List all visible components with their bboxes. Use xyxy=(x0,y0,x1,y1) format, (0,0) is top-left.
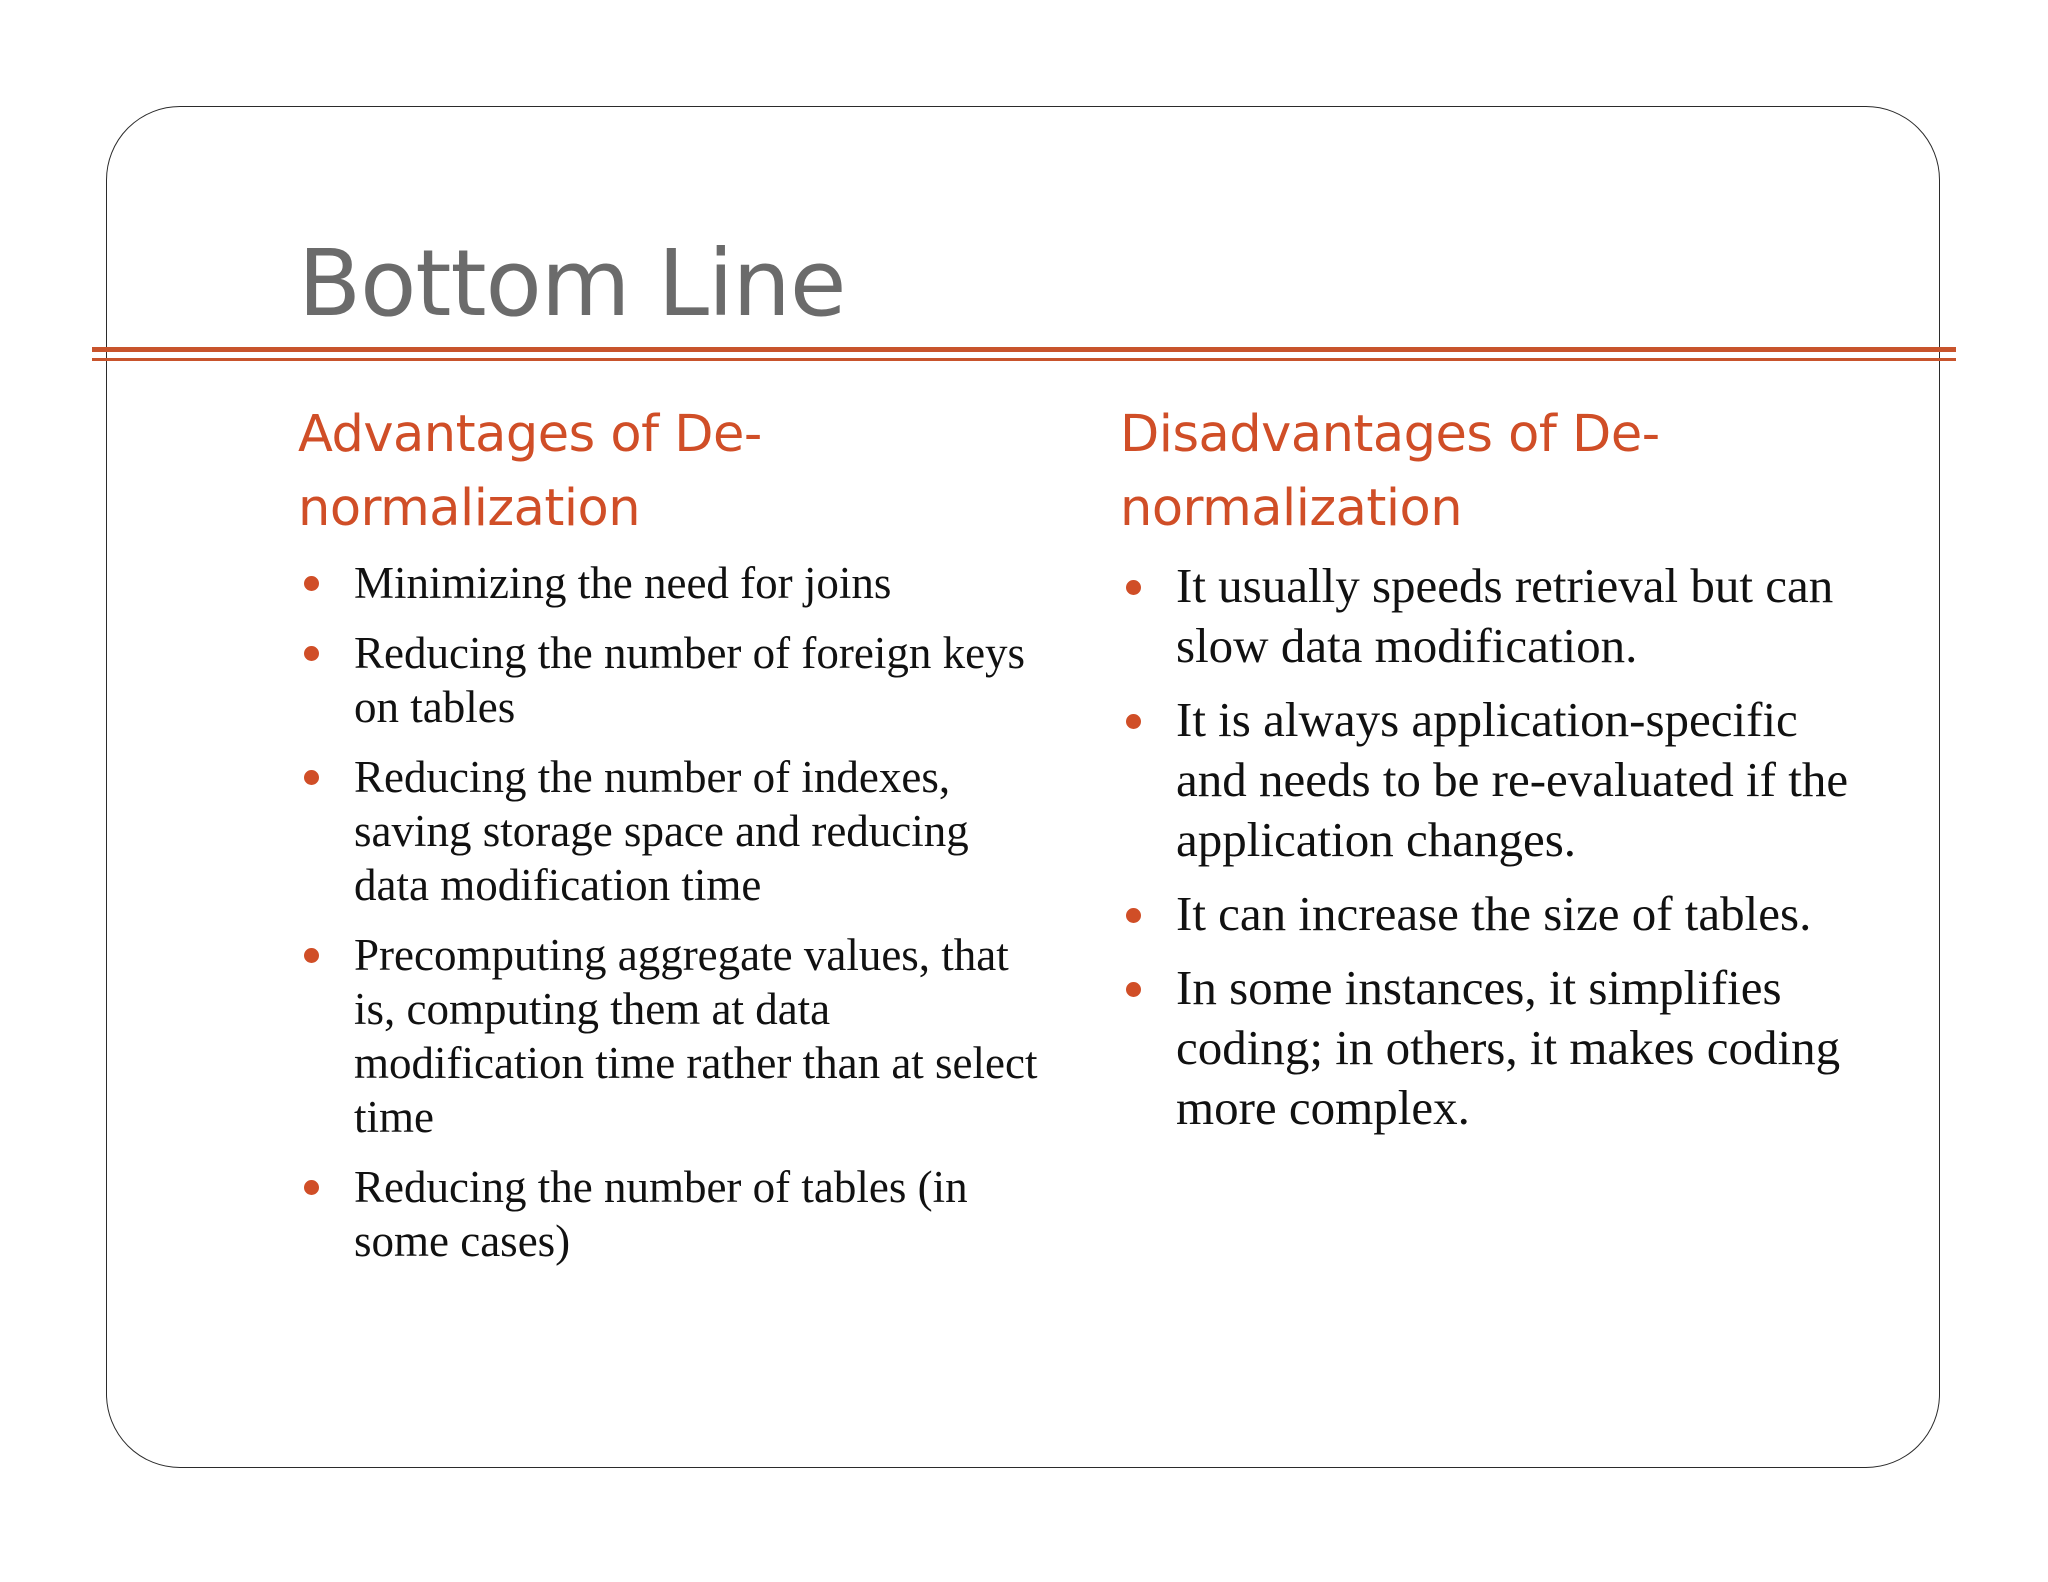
list-item xyxy=(298,1160,1038,1268)
bullet-dot-icon xyxy=(1126,982,1141,997)
bullet-dot-icon xyxy=(304,948,319,963)
bullet-dot-icon xyxy=(1126,580,1141,595)
disadvantages-heading: Disadvantages of De-normalization xyxy=(1120,405,1660,538)
bullet-dot-icon xyxy=(1126,908,1141,923)
bullet-text: Minimizing the need for joins xyxy=(354,558,892,608)
bullet-dot-icon xyxy=(304,646,319,661)
slide-title: Bottom Line xyxy=(298,230,846,337)
list-item xyxy=(1120,958,1880,1138)
bullet-text: It is always application-specific and needs to be re-evaluated if the application changes. xyxy=(1176,692,1849,867)
bullet-text: It can increase the size of tables. xyxy=(1176,886,1812,941)
list-item xyxy=(1120,690,1880,870)
list-item xyxy=(298,556,1038,610)
disadvantages-column xyxy=(1120,398,1880,1152)
bullet-dot-icon xyxy=(304,576,319,591)
bullet-text: Reducing the number of indexes, saving storage space and reducing data modification time xyxy=(354,752,969,910)
advantages-heading: Advantages of De-normalization xyxy=(298,405,762,538)
advantages-column xyxy=(298,398,1038,1284)
list-item xyxy=(1120,556,1880,676)
advantages-list xyxy=(298,556,1038,1268)
list-item xyxy=(298,750,1038,912)
disadvantages-list xyxy=(1120,556,1880,1138)
bullet-dot-icon xyxy=(1126,714,1141,729)
title-divider-thin xyxy=(92,358,1956,361)
bullet-text: Precomputing aggregate values, that is, computing them at data modification time rather than at select time xyxy=(354,930,1038,1142)
bullet-text: Reducing the number of foreign keys on tables xyxy=(354,628,1026,732)
bullet-text: Reducing the number of tables (in some cases) xyxy=(354,1162,968,1266)
bullet-text: It usually speeds retrieval but can slow data modification. xyxy=(1176,558,1834,673)
title-divider-thick xyxy=(92,347,1956,352)
list-item xyxy=(1120,884,1880,944)
bullet-text: In some instances, it simplifies coding; in others, it makes coding more complex. xyxy=(1176,960,1841,1135)
list-item xyxy=(298,928,1038,1144)
bullet-dot-icon xyxy=(304,770,319,785)
bullet-dot-icon xyxy=(304,1180,319,1195)
list-item xyxy=(298,626,1038,734)
